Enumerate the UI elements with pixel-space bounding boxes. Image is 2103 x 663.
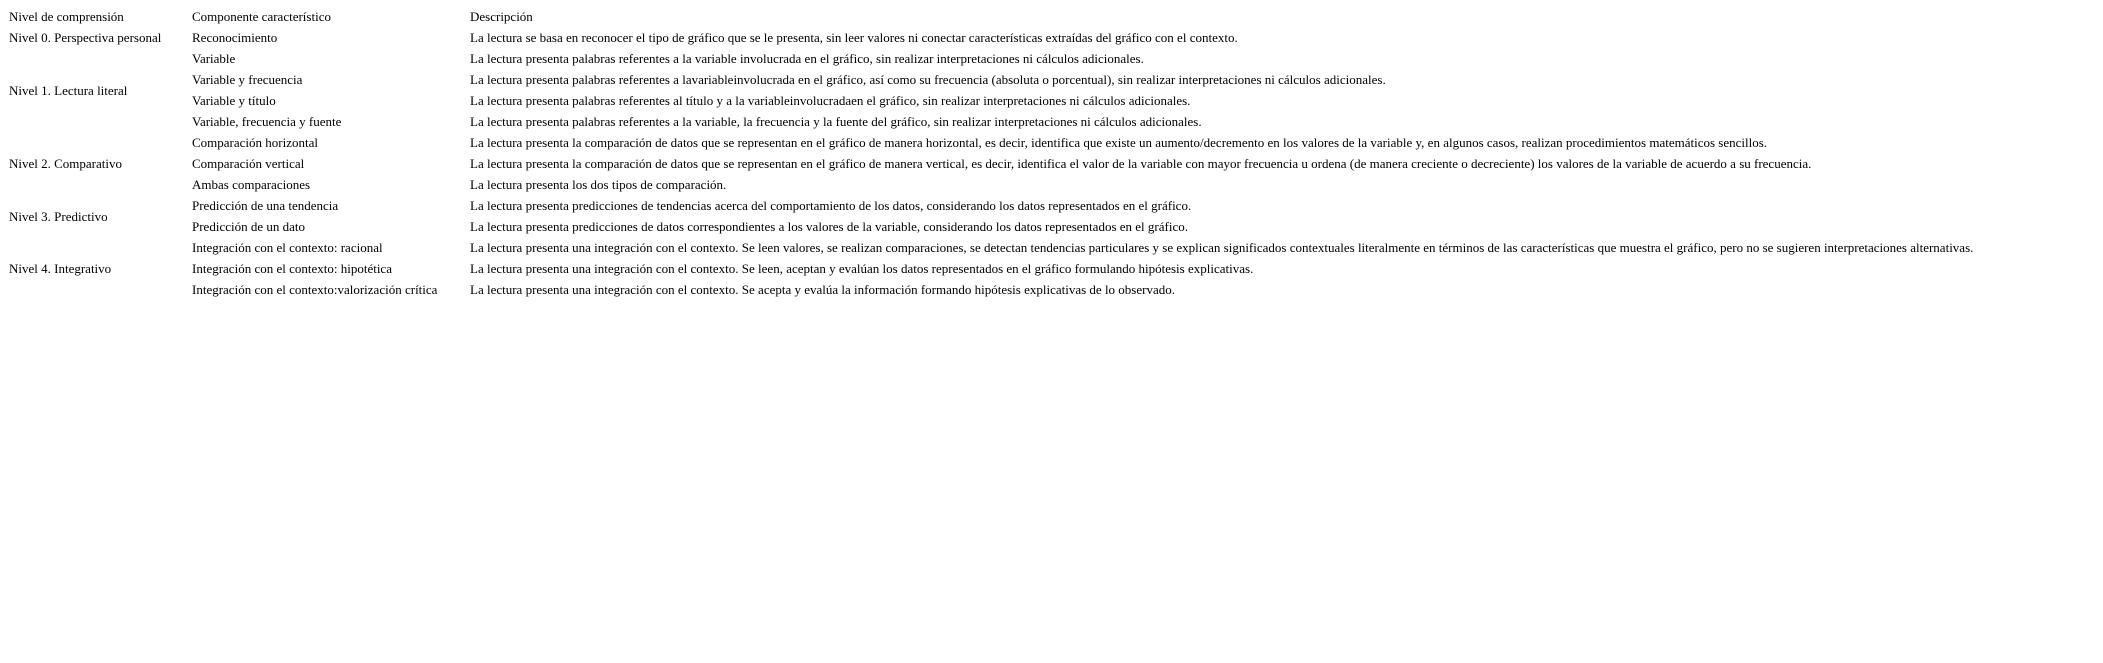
table-header bbox=[6, 6, 1977, 27]
description-cell: La lectura presenta palabras referentes a lavariableinvolucrada en el gráfico, así como su frecuencia (absoluta o porcentual), sin realizar interpretaciones ni cálculos adicionales. bbox=[470, 72, 1386, 87]
component-cell: Reconocimiento bbox=[192, 30, 278, 45]
table-row bbox=[6, 258, 1977, 279]
table-row bbox=[6, 237, 1977, 258]
table-row bbox=[6, 48, 1977, 69]
description-cell: La lectura presenta palabras referentes al título y a la variableinvolucradaen el gráfico, sin realizar interpretaciones ni cálculos adicionales. bbox=[470, 93, 1191, 108]
table-row bbox=[6, 174, 1977, 195]
level-cell: Nivel 0. Perspectiva personal bbox=[9, 30, 162, 45]
table-row bbox=[6, 111, 1977, 132]
description-cell: La lectura presenta predicciones de datos correspondientes a los valores de la variable, considerando los datos representados en el gráfico. bbox=[470, 219, 1188, 234]
level-cell: Nivel 1. Lectura literal bbox=[9, 82, 128, 98]
level-cell: Nivel 3. Predictivo bbox=[9, 208, 108, 224]
component-cell: Integración con el contexto: hipotética bbox=[192, 261, 392, 276]
description-cell: La lectura presenta una integración con el contexto. Se leen, aceptan y evalúan los datos representados en el gráfico formulando hipótesis explicativas. bbox=[470, 261, 1254, 276]
comprehension-levels-table bbox=[6, 6, 1977, 300]
level-cell: Nivel 2. Comparativo bbox=[9, 156, 123, 171]
description-cell: La lectura se basa en reconocer el tipo de gráfico que se le presenta, sin leer valores ni conectar características extraídas del gráfico con el contexto. bbox=[470, 30, 1238, 45]
description-cell: La lectura presenta la comparación de datos que se representan en el gráfico de manera vertical, es decir, identifica el valor de la variable con mayor frecuencia u ordena (de manera creciente o decreciente) los valores de la variable de acuerdo a su frecuencia. bbox=[470, 156, 1812, 171]
description-cell: La lectura presenta una integración con el contexto. Se acepta y evalúa la información formando hipótesis explicativas de lo observado. bbox=[470, 282, 1175, 297]
description-cell: La lectura presenta palabras referentes a la variable involucrada en el gráfico, sin realizar interpretaciones ni cálculos adicionales. bbox=[470, 51, 1144, 66]
header-row bbox=[6, 6, 1977, 27]
table-row bbox=[6, 90, 1977, 111]
table-row bbox=[6, 69, 1977, 90]
component-cell: Variable y título bbox=[192, 93, 276, 108]
description-cell: La lectura presenta palabras referentes a la variable, la frecuencia y la fuente del gráfico, sin realizar interpretaciones ni cálculos adicionales. bbox=[470, 114, 1202, 129]
component-cell: Predicción de una tendencia bbox=[192, 198, 339, 213]
table-row bbox=[6, 153, 1977, 174]
component-cell: Predicción de un dato bbox=[192, 219, 305, 234]
header-description: Descripción bbox=[470, 9, 533, 24]
header-level: Nivel de comprensión bbox=[9, 9, 124, 24]
level-cell: Nivel 4. Integrativo bbox=[9, 261, 112, 276]
component-cell: Variable bbox=[192, 51, 236, 66]
description-cell: La lectura presenta una integración con el contexto. Se leen valores, se realizan comparaciones, se detectan tendencias particulares y se explican significados contextuales literalmente en términos de las características que muestra el gráfico, pero no se sugieren interpretaciones alternativas. bbox=[470, 240, 1974, 255]
table-body bbox=[6, 27, 1977, 300]
table-row bbox=[6, 27, 1977, 48]
table-row bbox=[6, 195, 1977, 216]
description-cell: La lectura presenta predicciones de tendencias acerca del comportamiento de los datos, considerando los datos representados en el gráfico. bbox=[470, 198, 1192, 213]
comprehension-levels-table-container bbox=[6, 6, 1977, 300]
table-row bbox=[6, 216, 1977, 237]
component-cell: Integración con el contexto: racional bbox=[192, 240, 383, 255]
component-cell: Variable, frecuencia y fuente bbox=[192, 114, 342, 129]
header-component: Componente característico bbox=[192, 9, 331, 24]
component-cell: Variable y frecuencia bbox=[192, 72, 303, 87]
description-cell: La lectura presenta la comparación de datos que se representan en el gráfico de manera horizontal, es decir, identifica que existe un aumento/decremento en los valores de la variable y, en algunos casos, realizan procedimientos matemáticos sencillos. bbox=[470, 135, 1768, 150]
table-row bbox=[6, 132, 1977, 153]
table-row bbox=[6, 279, 1977, 300]
component-cell: Comparación horizontal bbox=[192, 135, 318, 150]
component-cell: Comparación vertical bbox=[192, 156, 305, 171]
component-cell: Ambas comparaciones bbox=[192, 177, 311, 192]
component-cell: Integración con el contexto:valorización crítica bbox=[192, 282, 438, 297]
description-cell: La lectura presenta los dos tipos de comparación. bbox=[470, 177, 727, 192]
